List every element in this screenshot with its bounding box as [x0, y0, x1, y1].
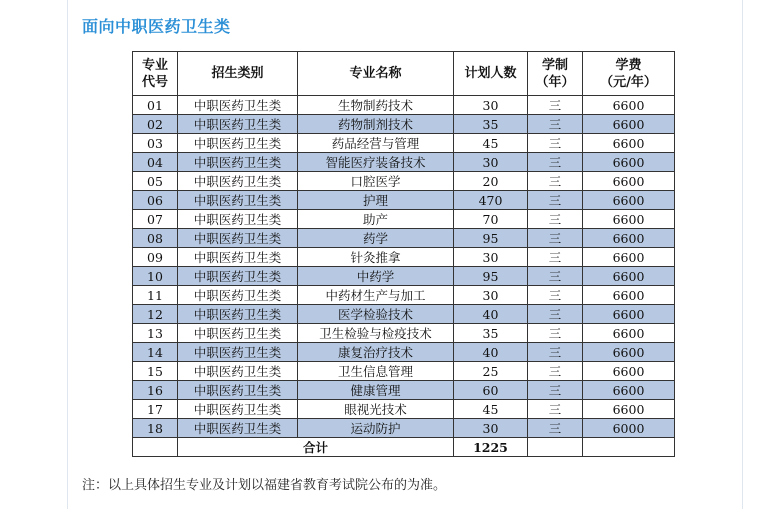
cell-major: 中药材生产与加工 — [298, 286, 454, 305]
cell-code: 18 — [133, 419, 178, 438]
cell-plan: 25 — [454, 362, 528, 381]
cell-years: 三 — [528, 400, 583, 419]
cell-fee: 6600 — [583, 191, 675, 210]
table-row — [133, 115, 675, 134]
cell-category: 中职医药卫生类 — [178, 172, 298, 191]
cell-code: 11 — [133, 286, 178, 305]
table-header-row — [133, 52, 675, 96]
cell-major: 针灸推拿 — [298, 248, 454, 267]
cell-years: 三 — [528, 286, 583, 305]
cell-major: 中药学 — [298, 267, 454, 286]
cell-category: 中职医药卫生类 — [178, 267, 298, 286]
cell-years: 三 — [528, 96, 583, 115]
cell-fee: 6600 — [583, 324, 675, 343]
cell-category: 中职医药卫生类 — [178, 229, 298, 248]
cell-category: 中职医药卫生类 — [178, 324, 298, 343]
cell-code: 17 — [133, 400, 178, 419]
cell-fee: 6600 — [583, 134, 675, 153]
cell-plan: 95 — [454, 229, 528, 248]
cell-fee: 6600 — [583, 286, 675, 305]
cell-major: 助产 — [298, 210, 454, 229]
table-row — [133, 96, 675, 115]
cell-code: 12 — [133, 305, 178, 324]
cell-plan: 35 — [454, 324, 528, 343]
cell-major: 健康管理 — [298, 381, 454, 400]
cell-major: 口腔医学 — [298, 172, 454, 191]
cell-code: 13 — [133, 324, 178, 343]
cell-years: 三 — [528, 324, 583, 343]
cell-plan: 30 — [454, 248, 528, 267]
cell-years: 三 — [528, 381, 583, 400]
cell-plan: 45 — [454, 134, 528, 153]
table-row — [133, 229, 675, 248]
cell-years: 三 — [528, 229, 583, 248]
cell-code: 01 — [133, 96, 178, 115]
cell-years: 三 — [528, 305, 583, 324]
total-label: 合计 — [178, 438, 454, 457]
cell-years: 三 — [528, 115, 583, 134]
cell-major: 医学检验技术 — [298, 305, 454, 324]
cell-plan: 20 — [454, 172, 528, 191]
cell-major: 康复治疗技术 — [298, 343, 454, 362]
header-category: 招生类别 — [178, 52, 298, 96]
cell-category: 中职医药卫生类 — [178, 362, 298, 381]
table-row — [133, 343, 675, 362]
total-code-empty — [133, 438, 178, 457]
cell-major: 智能医疗装备技术 — [298, 153, 454, 172]
cell-code: 16 — [133, 381, 178, 400]
cell-fee: 6600 — [583, 172, 675, 191]
cell-category: 中职医药卫生类 — [178, 153, 298, 172]
table-row — [133, 362, 675, 381]
cell-code: 14 — [133, 343, 178, 362]
cell-major: 药学 — [298, 229, 454, 248]
header-years-line1: 学制 — [541, 57, 568, 73]
cell-major: 卫生检验与检疫技术 — [298, 324, 454, 343]
cell-category: 中职医药卫生类 — [178, 381, 298, 400]
cell-years: 三 — [528, 172, 583, 191]
cell-code: 04 — [133, 153, 178, 172]
cell-code: 10 — [133, 267, 178, 286]
cell-fee: 6600 — [583, 229, 675, 248]
cell-code: 08 — [133, 229, 178, 248]
cell-years: 三 — [528, 343, 583, 362]
cell-fee: 6600 — [583, 115, 675, 134]
cell-category: 中职医药卫生类 — [178, 191, 298, 210]
table-body — [133, 96, 675, 457]
header-years-line2: （年） — [535, 74, 575, 90]
cell-fee: 6600 — [583, 248, 675, 267]
cell-plan: 470 — [454, 191, 528, 210]
cell-years: 三 — [528, 248, 583, 267]
cell-category: 中职医药卫生类 — [178, 305, 298, 324]
cell-code: 02 — [133, 115, 178, 134]
cell-plan: 70 — [454, 210, 528, 229]
header-fee — [583, 52, 675, 96]
cell-years: 三 — [528, 153, 583, 172]
cell-plan: 45 — [454, 400, 528, 419]
content-frame-right-border — [742, 0, 743, 509]
cell-code: 06 — [133, 191, 178, 210]
cell-category: 中职医药卫生类 — [178, 400, 298, 419]
cell-plan: 30 — [454, 419, 528, 438]
table-row — [133, 172, 675, 191]
total-row — [133, 438, 675, 457]
cell-plan: 35 — [454, 115, 528, 134]
cell-fee: 6600 — [583, 210, 675, 229]
cell-plan: 95 — [454, 267, 528, 286]
cell-code: 05 — [133, 172, 178, 191]
header-years — [528, 52, 583, 96]
table-row — [133, 191, 675, 210]
table-row — [133, 381, 675, 400]
cell-major: 卫生信息管理 — [298, 362, 454, 381]
table-row — [133, 286, 675, 305]
header-code-line1: 专业 — [141, 57, 168, 73]
cell-major: 护理 — [298, 191, 454, 210]
cell-plan: 30 — [454, 286, 528, 305]
cell-code: 03 — [133, 134, 178, 153]
cell-fee: 6000 — [583, 419, 675, 438]
cell-years: 三 — [528, 134, 583, 153]
cell-fee: 6600 — [583, 267, 675, 286]
table-row — [133, 324, 675, 343]
total-fee-empty — [583, 438, 675, 457]
cell-plan: 60 — [454, 381, 528, 400]
cell-years: 三 — [528, 191, 583, 210]
cell-category: 中职医药卫生类 — [178, 343, 298, 362]
cell-fee: 6600 — [583, 305, 675, 324]
header-major-name: 专业名称 — [298, 52, 454, 96]
header-major-code — [133, 52, 178, 96]
cell-code: 09 — [133, 248, 178, 267]
cell-major: 药物制剂技术 — [298, 115, 454, 134]
cell-years: 三 — [528, 362, 583, 381]
cell-years: 三 — [528, 210, 583, 229]
total-value: 1225 — [454, 438, 528, 457]
table-row — [133, 134, 675, 153]
cell-plan: 40 — [454, 305, 528, 324]
cell-major: 药品经营与管理 — [298, 134, 454, 153]
header-plan-count: 计划人数 — [454, 52, 528, 96]
cell-code: 15 — [133, 362, 178, 381]
cell-fee: 6600 — [583, 153, 675, 172]
cell-years: 三 — [528, 267, 583, 286]
total-years-empty — [528, 438, 583, 457]
cell-category: 中职医药卫生类 — [178, 286, 298, 305]
cell-years: 三 — [528, 419, 583, 438]
cell-major: 生物制药技术 — [298, 96, 454, 115]
table-row — [133, 248, 675, 267]
section-heading: 面向中职医药卫生类 — [82, 17, 231, 36]
content-frame-left-border — [67, 0, 68, 509]
footnote: 注：以上具体招生专业及计划以福建省教育考试院公布的为准。 — [82, 478, 447, 493]
header-code-line2: 代号 — [141, 74, 168, 90]
cell-fee: 6600 — [583, 400, 675, 419]
cell-fee: 6600 — [583, 381, 675, 400]
cell-category: 中职医药卫生类 — [178, 115, 298, 134]
cell-plan: 30 — [454, 153, 528, 172]
header-fee-line1: 学费 — [615, 57, 642, 73]
cell-fee: 6600 — [583, 362, 675, 381]
cell-major: 眼视光技术 — [298, 400, 454, 419]
table-row — [133, 267, 675, 286]
table-row — [133, 305, 675, 324]
cell-category: 中职医药卫生类 — [178, 248, 298, 267]
cell-code: 07 — [133, 210, 178, 229]
table-row — [133, 153, 675, 172]
enrollment-plan-table — [132, 51, 675, 457]
cell-fee: 6600 — [583, 96, 675, 115]
cell-plan: 30 — [454, 96, 528, 115]
cell-category: 中职医药卫生类 — [178, 134, 298, 153]
cell-major: 运动防护 — [298, 419, 454, 438]
cell-category: 中职医药卫生类 — [178, 96, 298, 115]
cell-category: 中职医药卫生类 — [178, 210, 298, 229]
table-row — [133, 210, 675, 229]
cell-fee: 6600 — [583, 343, 675, 362]
cell-plan: 40 — [454, 343, 528, 362]
table-row — [133, 419, 675, 438]
table-row — [133, 400, 675, 419]
cell-category: 中职医药卫生类 — [178, 419, 298, 438]
header-fee-line2: （元/年） — [600, 74, 657, 90]
